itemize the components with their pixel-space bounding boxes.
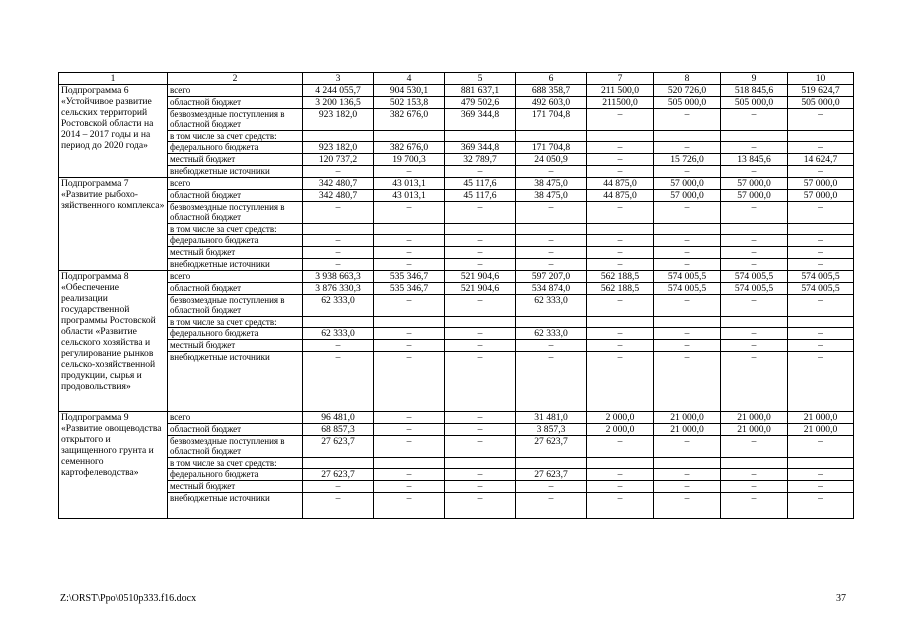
amount-cell [445,458,516,469]
amount-cell: 13 845,6 [721,154,788,166]
amount-cell: – [587,436,654,458]
amount-cell: – [721,295,788,317]
table-row [59,328,854,340]
amount-cell: – [721,469,788,481]
table-row [59,235,854,247]
amount-cell: – [303,166,374,178]
amount-cell: – [516,247,587,259]
funding-source-label: федерального бюджета [168,328,303,340]
amount-cell: – [587,259,654,271]
amount-cell: – [303,235,374,247]
amount-cell: – [587,352,654,412]
amount-cell: – [374,259,445,271]
table-row [59,166,854,178]
amount-cell: 574 005,5 [788,271,854,283]
amount-cell [721,317,788,328]
amount-cell: – [721,493,788,519]
header-cell: 2 [168,73,303,85]
amount-cell: 31 481,0 [516,412,587,424]
amount-cell: 62 333,0 [303,328,374,340]
table-row [59,283,854,295]
header-cell: 4 [374,73,445,85]
amount-cell: – [374,469,445,481]
table-row [59,224,854,235]
table-row [59,178,854,190]
amount-cell [303,131,374,142]
program-name: Подпрограмма 6 «Устойчивое развитие сельских территорий Ростовской области на 2014 – 2017 годы и на период до 2020 года» [59,85,168,178]
amount-cell [654,458,721,469]
amount-cell: – [303,352,374,412]
amount-cell: – [654,166,721,178]
amount-cell [374,317,445,328]
amount-cell: – [516,235,587,247]
amount-cell: 57 000,0 [654,190,721,202]
amount-cell [516,317,587,328]
amount-cell: – [374,436,445,458]
amount-cell [303,317,374,328]
amount-cell [721,458,788,469]
amount-cell: 479 502,6 [445,97,516,109]
amount-cell: 2 000,0 [587,412,654,424]
amount-cell [445,224,516,235]
amount-cell: – [445,412,516,424]
amount-cell: 502 153,8 [374,97,445,109]
amount-cell: – [445,469,516,481]
header-cell: 6 [516,73,587,85]
amount-cell: – [374,328,445,340]
amount-cell: 923 182,0 [303,142,374,154]
amount-cell [374,224,445,235]
amount-cell: – [721,166,788,178]
amount-cell: 57 000,0 [654,178,721,190]
amount-cell: – [654,109,721,131]
amount-cell: 19 700,3 [374,154,445,166]
header-cell: 7 [587,73,654,85]
amount-cell: – [445,424,516,436]
funding-source-label: федерального бюджета [168,469,303,481]
amount-cell: 38 475,0 [516,190,587,202]
amount-cell: 518 845,6 [721,85,788,97]
table-row [59,154,854,166]
amount-cell: – [721,235,788,247]
table-row [59,271,854,283]
funding-source-label: областной бюджет [168,190,303,202]
amount-cell: – [587,202,654,224]
amount-cell: 43 013,1 [374,190,445,202]
amount-cell: – [788,328,854,340]
amount-cell: 38 475,0 [516,178,587,190]
amount-cell: 96 481,0 [303,412,374,424]
amount-cell: – [516,202,587,224]
amount-cell: – [788,235,854,247]
amount-cell: 62 333,0 [516,295,587,317]
amount-cell: – [788,247,854,259]
table-row [59,131,854,142]
amount-cell [516,458,587,469]
amount-cell: 24 050,9 [516,154,587,166]
amount-cell: – [445,352,516,412]
amount-cell [303,224,374,235]
amount-cell: – [374,412,445,424]
table-row [59,352,854,412]
amount-cell: – [721,436,788,458]
amount-cell: 57 000,0 [721,190,788,202]
amount-cell: 3 857,3 [516,424,587,436]
table-row [59,97,854,109]
amount-cell: 382 676,0 [374,109,445,131]
amount-cell: – [303,202,374,224]
table-row [59,142,854,154]
amount-cell [587,458,654,469]
funding-source-label: в том числе за счет средств: [168,224,303,235]
amount-cell: 57 000,0 [788,190,854,202]
amount-cell: 68 857,3 [303,424,374,436]
amount-cell: – [587,328,654,340]
amount-cell: 3 876 330,3 [303,283,374,295]
funding-source-label: безвозмездные поступления в областной бюджет [168,109,303,131]
amount-cell: – [303,340,374,352]
amount-cell: 369 344,8 [445,109,516,131]
funding-source-label: местный бюджет [168,154,303,166]
amount-cell: – [445,166,516,178]
funding-source-label: всего [168,178,303,190]
table-row [59,436,854,458]
table-row [59,85,854,97]
amount-cell: – [587,166,654,178]
funding-source-label: федерального бюджета [168,142,303,154]
program-name: Подпрограмма 8 «Обеспечение реализации государственной программы Ростовской области «Развитие сельского хозяйства и регулирование рынков сельско-хозяйственной продукции, сырья и продовольствия» [59,271,168,412]
table-row [59,190,854,202]
amount-cell: 44 875,0 [587,178,654,190]
amount-cell: 27 623,7 [303,469,374,481]
funding-source-label: всего [168,412,303,424]
amount-cell: – [788,340,854,352]
amount-cell: – [374,166,445,178]
amount-cell: 21 000,0 [788,424,854,436]
amount-cell: – [587,295,654,317]
amount-cell: – [654,247,721,259]
table-row [59,458,854,469]
amount-cell: – [445,247,516,259]
amount-cell: 15 726,0 [654,154,721,166]
amount-cell: – [721,259,788,271]
funding-source-label: областной бюджет [168,283,303,295]
amount-cell: 597 207,0 [516,271,587,283]
amount-cell: 4 244 055,7 [303,85,374,97]
amount-cell: 534 874,0 [516,283,587,295]
amount-cell: – [374,235,445,247]
amount-cell: – [654,328,721,340]
amount-cell: – [587,247,654,259]
page-number: 37 [836,593,846,604]
amount-cell: – [654,235,721,247]
funding-source-label: безвозмездные поступления в областной бюджет [168,202,303,224]
budget-table [58,72,854,519]
amount-cell [654,317,721,328]
amount-cell: – [721,247,788,259]
amount-cell [788,317,854,328]
amount-cell: – [587,469,654,481]
amount-cell [516,224,587,235]
amount-cell [374,131,445,142]
amount-cell: – [721,481,788,493]
amount-cell: 2 000,0 [587,424,654,436]
funding-source-label: внебюджетные источники [168,352,303,412]
amount-cell: 505 000,0 [721,97,788,109]
amount-cell: – [374,340,445,352]
amount-cell: 574 005,5 [654,271,721,283]
funding-source-label: внебюджетные источники [168,493,303,519]
amount-cell [374,458,445,469]
amount-cell: 21 000,0 [654,412,721,424]
amount-cell: – [788,352,854,412]
amount-cell: 45 117,6 [445,190,516,202]
amount-cell: – [587,493,654,519]
amount-cell: – [587,109,654,131]
funding-source-label: местный бюджет [168,340,303,352]
amount-cell: – [654,142,721,154]
amount-cell: – [374,352,445,412]
amount-cell: 574 005,5 [654,283,721,295]
amount-cell: – [445,481,516,493]
amount-cell: 521 904,6 [445,283,516,295]
amount-cell: 535 346,7 [374,283,445,295]
table-row [59,469,854,481]
amount-cell [721,131,788,142]
header-cell: 9 [721,73,788,85]
amount-cell [587,224,654,235]
amount-cell: – [721,340,788,352]
amount-cell: 505 000,0 [654,97,721,109]
amount-cell: – [303,481,374,493]
amount-cell: – [788,202,854,224]
amount-cell: 382 676,0 [374,142,445,154]
amount-cell: – [516,493,587,519]
header-cell: 1 [59,73,168,85]
table-row [59,412,854,424]
amount-cell: – [654,352,721,412]
amount-cell: – [516,340,587,352]
table-row [59,340,854,352]
amount-cell: – [445,328,516,340]
amount-cell: 14 624,7 [788,154,854,166]
table-row [59,493,854,519]
amount-cell: 535 346,7 [374,271,445,283]
funding-source-label: всего [168,271,303,283]
amount-cell: 171 704,8 [516,142,587,154]
amount-cell: 3 200 136,5 [303,97,374,109]
amount-cell [303,458,374,469]
amount-cell: – [721,109,788,131]
funding-source-label: безвозмездные поступления в областной бюджет [168,295,303,317]
funding-source-label: внебюджетные источники [168,259,303,271]
amount-cell: – [516,259,587,271]
amount-cell: 21 000,0 [721,412,788,424]
amount-cell: 492 603,0 [516,97,587,109]
funding-source-label: федерального бюджета [168,235,303,247]
amount-cell: 211500,0 [587,97,654,109]
amount-cell: 120 737,2 [303,154,374,166]
amount-cell: – [721,202,788,224]
amount-cell: 211 500,0 [587,85,654,97]
amount-cell: 923 182,0 [303,109,374,131]
amount-cell: – [303,493,374,519]
amount-cell: 27 623,7 [516,436,587,458]
amount-cell: – [445,340,516,352]
amount-cell: – [516,166,587,178]
amount-cell: 342 480,7 [303,178,374,190]
amount-cell: – [445,436,516,458]
amount-cell: 904 530,1 [374,85,445,97]
amount-cell: – [654,259,721,271]
amount-cell: – [587,142,654,154]
amount-cell: – [303,259,374,271]
amount-cell: – [721,142,788,154]
amount-cell: – [374,295,445,317]
header-cell: 5 [445,73,516,85]
funding-source-label: внебюджетные источники [168,166,303,178]
amount-cell: 342 480,7 [303,190,374,202]
amount-cell: – [374,424,445,436]
amount-cell: – [654,202,721,224]
amount-cell: – [721,328,788,340]
amount-cell: 881 637,1 [445,85,516,97]
amount-cell: 562 188,5 [587,271,654,283]
amount-cell: – [516,352,587,412]
amount-cell: – [445,235,516,247]
funding-source-label: областной бюджет [168,424,303,436]
amount-cell: – [788,469,854,481]
amount-cell: – [788,259,854,271]
amount-cell: – [516,481,587,493]
amount-cell: – [374,202,445,224]
amount-cell: 21 000,0 [654,424,721,436]
header-cell: 10 [788,73,854,85]
funding-source-label: областной бюджет [168,97,303,109]
amount-cell: 369 344,8 [445,142,516,154]
amount-cell: 519 624,7 [788,85,854,97]
amount-cell [445,131,516,142]
amount-cell: 57 000,0 [788,178,854,190]
header-cell: 8 [654,73,721,85]
funding-source-label: местный бюджет [168,481,303,493]
header-cell: 3 [303,73,374,85]
amount-cell: – [587,235,654,247]
amount-cell: – [587,340,654,352]
amount-cell: – [587,481,654,493]
header-row [59,73,854,85]
amount-cell: – [445,493,516,519]
funding-source-label: местный бюджет [168,247,303,259]
funding-source-label: всего [168,85,303,97]
funding-source-label: в том числе за счет средств: [168,317,303,328]
table-row [59,424,854,436]
amount-cell: 562 188,5 [587,283,654,295]
amount-cell: 520 726,0 [654,85,721,97]
amount-cell: – [721,352,788,412]
table-row [59,481,854,493]
funding-source-label: безвозмездные поступления в областной бюджет [168,436,303,458]
amount-cell: 62 333,0 [303,295,374,317]
amount-cell: 62 333,0 [516,328,587,340]
amount-cell: 44 875,0 [587,190,654,202]
amount-cell [587,131,654,142]
amount-cell: 57 000,0 [721,178,788,190]
amount-cell: 505 000,0 [788,97,854,109]
table-row [59,295,854,317]
amount-cell: – [654,436,721,458]
amount-cell [516,131,587,142]
table-row [59,202,854,224]
amount-cell: 27 623,7 [303,436,374,458]
amount-cell: – [654,469,721,481]
amount-cell: – [445,259,516,271]
program-name: Подпрограмма 9 «Развитие овощеводства открытого и защищенного грунта и семенного картофелеводства» [59,412,168,519]
amount-cell: 521 904,6 [445,271,516,283]
table-row [59,247,854,259]
table-row [59,109,854,131]
amount-cell: – [374,493,445,519]
program-name: Подпрограмма 7 «Развитие рыбохо-зяйственного комплекса» [59,178,168,271]
amount-cell: 43 013,1 [374,178,445,190]
amount-cell: 27 623,7 [516,469,587,481]
table-row [59,259,854,271]
amount-cell: – [587,154,654,166]
amount-cell [788,131,854,142]
amount-cell [587,317,654,328]
amount-cell: – [654,481,721,493]
amount-cell: – [374,247,445,259]
amount-cell [721,224,788,235]
file-path: Z:\ORST\Ppo\0510p333.f16.docx [60,593,197,604]
amount-cell: – [788,109,854,131]
amount-cell: 45 117,6 [445,178,516,190]
amount-cell: – [788,142,854,154]
amount-cell: – [445,202,516,224]
amount-cell: – [303,247,374,259]
amount-cell: 688 358,7 [516,85,587,97]
amount-cell: – [654,295,721,317]
amount-cell: 574 005,5 [721,283,788,295]
amount-cell: 3 938 663,3 [303,271,374,283]
amount-cell: 171 704,8 [516,109,587,131]
funding-source-label: в том числе за счет средств: [168,458,303,469]
amount-cell: 32 789,7 [445,154,516,166]
amount-cell: – [788,436,854,458]
amount-cell: 21 000,0 [721,424,788,436]
amount-cell [445,317,516,328]
funding-source-label: в том числе за счет средств: [168,131,303,142]
amount-cell: – [788,295,854,317]
amount-cell: – [654,340,721,352]
amount-cell: – [654,493,721,519]
amount-cell: – [788,493,854,519]
amount-cell [788,224,854,235]
amount-cell: – [374,481,445,493]
amount-cell: 21 000,0 [788,412,854,424]
table-row [59,317,854,328]
amount-cell [654,131,721,142]
amount-cell: – [445,295,516,317]
amount-cell: – [788,481,854,493]
amount-cell [788,458,854,469]
amount-cell: 574 005,5 [788,283,854,295]
amount-cell [654,224,721,235]
amount-cell: – [788,166,854,178]
amount-cell: 574 005,5 [721,271,788,283]
